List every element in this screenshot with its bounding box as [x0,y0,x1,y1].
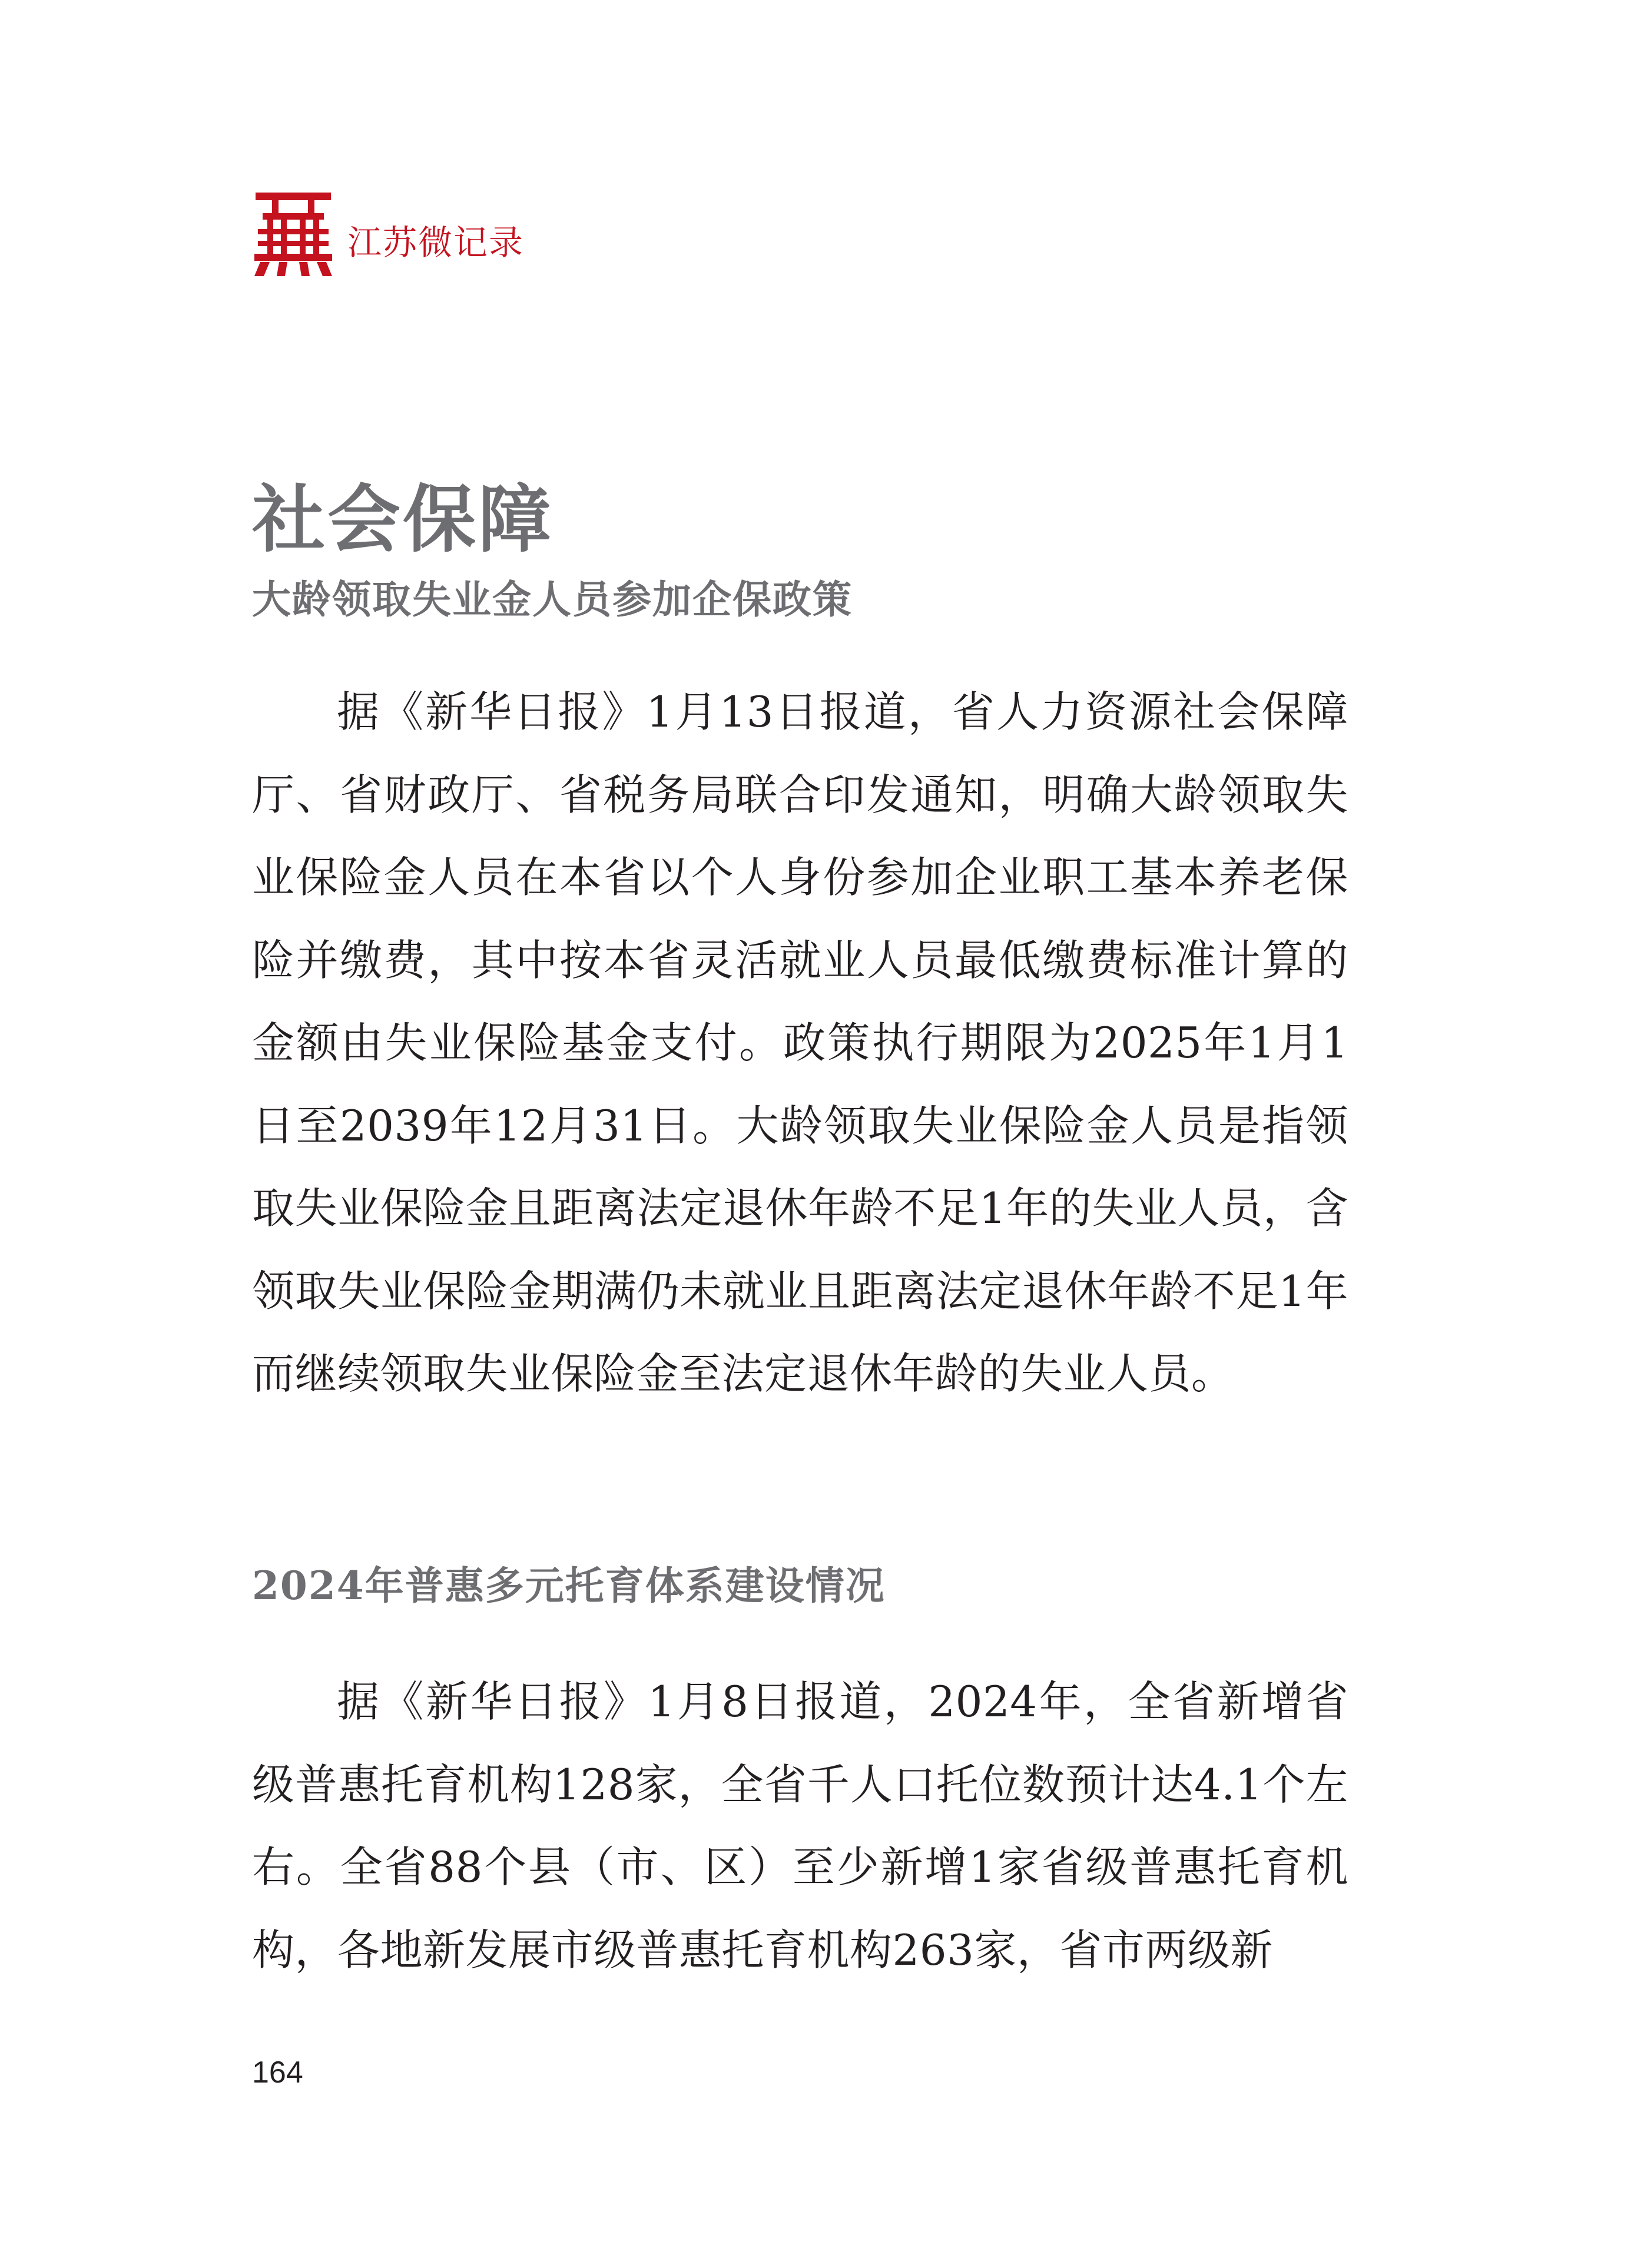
article-title: 2024年普惠多元托育体系建设情况 [252,1563,886,1609]
jiangsu-seal-logo-icon [252,190,334,278]
section-title: 社会保障 [252,478,554,563]
article [252,576,1348,1415]
article-body: 据《新华日报》1月8日报道，2024年，全省新增省级普惠托育机构128家，全省千人口托位数预计达4.1个左右。全省88个县（市、区）至少新增1家省级普惠托育机构，各地新发展市级普惠托育机构263家，省市两级新 [252,1677,1348,1975]
article-title: 大龄领取失业金人员参加企保政策 [252,576,853,622]
header-title: 江苏微记录 [347,223,525,263]
page-number: 164 [252,2055,303,2090]
article-body: 据《新华日报》1月13日报道，省人力资源社会保障厅、省财政厅、省税务局联合印发通知，明确大龄领取失业保险金人员在本省以个人身份参加企业职工基本养老保险并缴费，其中按本省灵活就业人员最低缴费标准计算的金额由失业保险基金支付。政策执行期限为2025年1月1日至2039年12月31日。大龄领取失业保险金人员是指领取失业保险金且距离法定退休年龄不足1年的失业人员，含领取失业保险金期满仍未就业且距离法定退休年龄不足1年而继续领取失业保险金至法定退休年龄的失业人员。 [252,687,1348,1398]
article [252,1563,1348,1991]
page-header [252,187,524,281]
